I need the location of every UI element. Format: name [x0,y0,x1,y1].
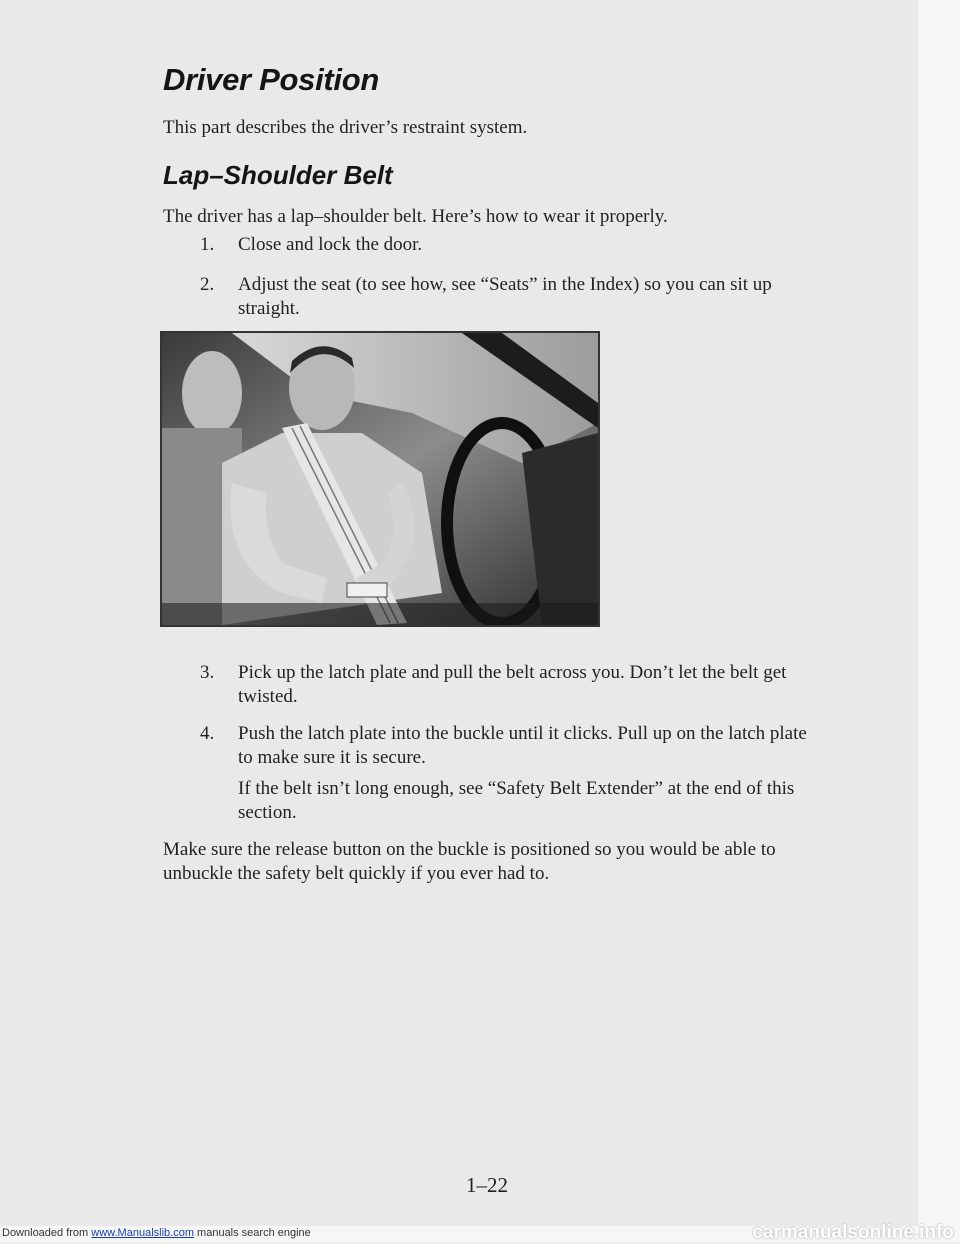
step-4 [200,722,810,770]
step-text: Push the latch plate into the buckle until it clicks. Pull up on the latch plate to make sure it is secure. [238,723,807,768]
footer-suffix: manuals search engine [197,1227,311,1239]
step-number: 4. [200,723,215,744]
step-number: 3. [200,662,215,683]
closing-text: Make sure the release button on the buckle is positioned so you would be able to unbuckle the safety belt quickly if you ever had to. [163,839,776,884]
step-text: Close and lock the door. [238,234,423,255]
step-2 [200,273,810,321]
note-text: If the belt isn’t long enough, see “Safety Belt Extender” at the end of this section. [238,778,795,823]
download-footer [2,1227,311,1239]
driver-fastening-belt-image [162,333,598,625]
footer-prefix: Downloaded from [2,1227,89,1239]
step-number: 2. [200,274,215,295]
page-number: 1–22 [466,1173,508,1197]
step-text: Adjust the seat (to see how, see “Seats” in the Index) so you can sit up straight. [238,274,772,319]
step-3 [200,661,810,709]
step-1 [200,233,810,257]
manualslib-link[interactable]: www.Manualslib.com [91,1227,194,1239]
driver-belt-illustration [160,331,600,627]
section-heading: Lap–Shoulder Belt [163,160,393,190]
step-text: Pick up the latch plate and pull the belt across you. Don’t let the belt get twisted. [238,662,787,707]
page-margin [918,0,960,1242]
lead-text: The driver has a lap–shoulder belt. Here’s how to wear it properly. [163,206,668,227]
step-number: 1. [200,234,215,255]
intro-text: This part describes the driver’s restraint system. [163,117,528,138]
page-title: Driver Position [163,62,379,97]
watermark-logo: carmanualsonline.info [752,1222,954,1243]
